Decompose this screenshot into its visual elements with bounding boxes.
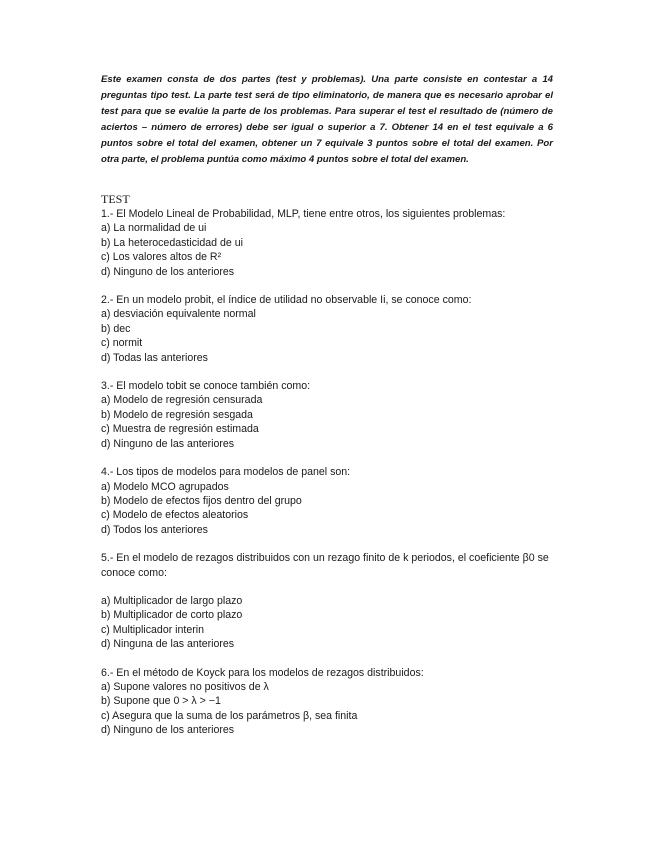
answer-option-d: d) Ninguno de los anteriores xyxy=(101,724,235,737)
question-text: 5.- En el modelo de rezagos distribuidos con un rezago finito de k periodos, el coeficiente β0 se conoce como: xyxy=(101,552,549,579)
question-1 xyxy=(101,207,553,279)
answer-option-c: c) Muestra de regresión estimada xyxy=(101,423,259,436)
answer-option-d: d) Ninguna de las anteriores xyxy=(101,638,235,651)
question-3 xyxy=(101,379,553,451)
answer-option-d: d) Todos los anteriores xyxy=(101,523,208,536)
question-6 xyxy=(101,666,553,738)
answer-option-b: b) Modelo de efectos fijos dentro del grupo xyxy=(101,494,302,507)
answer-option-a: a) Modelo de regresión censurada xyxy=(101,394,263,407)
answer-option-d: d) Ninguno de los anteriores xyxy=(101,265,235,278)
question-list xyxy=(101,207,553,738)
answer-option-a: a) desviación equivalente normal xyxy=(101,308,256,321)
answer-option-b: b) La heterocedasticidad de ui xyxy=(101,236,243,249)
exam-instructions: Este examen consta de dos partes (test y problemas). Una parte consiste en contestar a 14 preguntas tipo test. La parte test será de tipo eliminatorio, de manera que es necesario aprobar el test para que se evalúe la parte de los problemas. Para superar el test el resultado de (número de aciertos – número de errores) debe ser igual o superior a 7. Obtener 14 en el test equivale a 6 puntos sobre el total del examen, obtener un 7 equivale 3 puntos sobre el total del examen. Por otra parte, el problema puntúa como máximo 4 puntos sobre el total del examen. xyxy=(101,74,553,165)
answer-option-a: a) La normalidad de ui xyxy=(101,222,207,235)
section-title-test: TEST xyxy=(101,192,130,206)
answer-option-b: b) Modelo de regresión sesgada xyxy=(101,408,253,421)
answer-option-a: a) Modelo MCO agrupados xyxy=(101,480,229,493)
answer-option-c: c) Asegura que la suma de los parámetros β, sea finita xyxy=(101,709,358,722)
answer-option-c: c) normit xyxy=(101,337,143,350)
question-text: 3.- El modelo tobit se conoce también como: xyxy=(101,380,311,393)
exam-page xyxy=(101,72,553,738)
answer-option-c: c) Modelo de efectos aleatorios xyxy=(101,509,249,522)
answer-option-a: a) Supone valores no positivos de λ xyxy=(101,680,269,693)
answer-option-b: b) Multiplicador de corto plazo xyxy=(101,609,243,622)
answer-option-a: a) Multiplicador de largo plazo xyxy=(101,594,243,607)
question-text: 4.- Los tipos de modelos para modelos de panel son: xyxy=(101,466,351,479)
answer-option-d: d) Todas las anteriores xyxy=(101,351,208,364)
answer-option-b: b) dec xyxy=(101,322,131,335)
answer-option-b: b) Supone que 0 > λ > −1 xyxy=(101,695,221,708)
question-2 xyxy=(101,293,553,365)
question-text: 6.- En el método de Koyck para los modelos de rezagos distribuidos: xyxy=(101,666,424,679)
question-5 xyxy=(101,551,553,651)
answer-option-c: c) Los valores altos de R² xyxy=(101,251,222,264)
question-text: 2.- En un modelo probit, el índice de utilidad no observable Ii, se conoce como: xyxy=(101,294,472,307)
answer-option-c: c) Multiplicador interin xyxy=(101,623,205,636)
question-4 xyxy=(101,465,553,537)
question-text: 1.- El Modelo Lineal de Probabilidad, MLP, tiene entre otros, los siguientes problemas: xyxy=(101,208,506,220)
answer-option-d: d) Ninguno de las anteriores xyxy=(101,437,235,450)
